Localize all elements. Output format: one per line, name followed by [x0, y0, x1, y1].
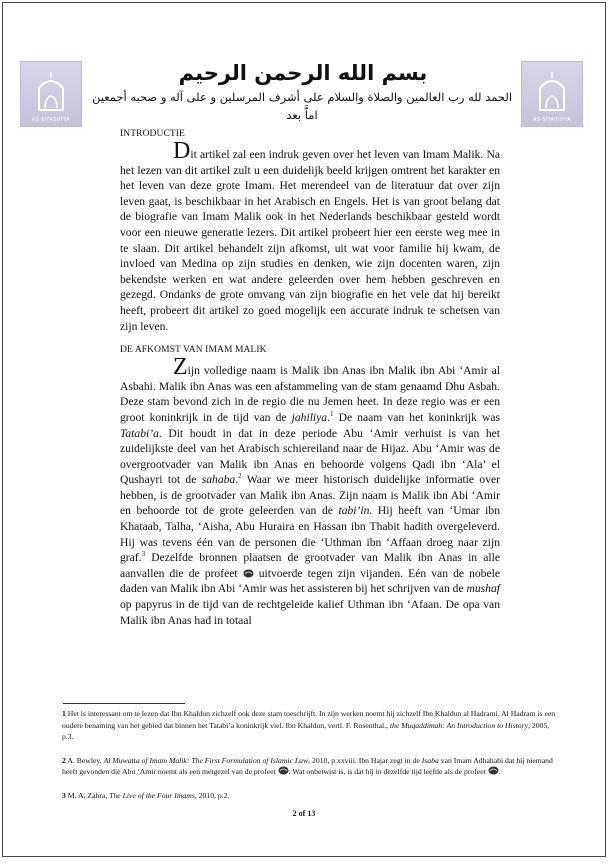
- logo-caption: AS-SIYASIIYYA: [532, 117, 572, 123]
- logo-left: [20, 61, 82, 127]
- footnote-ref[interactable]: 1: [329, 410, 334, 419]
- logo-right: [521, 61, 583, 127]
- dropcap: Z: [173, 354, 188, 381]
- salawat-icon: [278, 766, 289, 775]
- dropcap: D: [173, 138, 191, 164]
- footnote-1: 1 Het is interessant om te lezen dat Ibn Khaldun zichzelf ook deze stam toeschrijft. In zijn werken noemt hij zichzelf Ibn Khaldun al Hadrami. Al Hadram is een oudere benaming van het gebied dat binnen het Tatabi’a koninkrijk viel. Ibn Khaldun, vertl. F. Rosenthal., the Muqaddimah: An Introduction to History, 2005, p.3.: [62, 709, 556, 741]
- footnote-ref[interactable]: 2: [238, 472, 242, 481]
- page-number: 2 of 13: [292, 809, 316, 818]
- footnote-3: 3 M. A. Zahra, The Live of the Four Imams, 2010, p.2.: [62, 790, 230, 800]
- document-page: [2, 2, 606, 857]
- afkomst-paragraph: Zijn volledige naam is Malik ibn Anas ibn Malik ibn Abi ‘Amir al Asbahi. Malik ibn Anas was een afstammeling van de stam genaamd Dhu Asbah. Deze stam bevond zich in de regio die nu Jemen heet. In deze regio was er een groot koninkrijk in de tijd van de jahiliya.$^1$ De naam van het koninkrijk was Tatabi’a. Dit houdt in dat in deze periode Abu ‘Amir verhuist is van het zuidelijkste deel van het Arabisch schiereiland naar de Hijaz. Abu ‘Amir was de overgrootvader van Malik ibn Anas en behoorde volgens Qadi ibn ‘Ala’ el Qushayri tot de sahaba.$^2$ Waar we meer historisch duidelijke informatie over hebben, is de grootvader van Malik ibn Anas. Zijn naam is Malik ibn Abi ‘Amir en behoorde tot de grote geleerden van de tabi’in. Hij heeft van ‘Umar ibn Khataab, Talha, ‘Aisha, Abu Huraira en Hassan ibn Thabit hadith overgeleverd. Hij was tevens één van de personen die ‘Uthman ibn ‘Affaan droeg naar zijn graf.$^3$ Dezelfde bronnen plaatsen de grootvader van Malik ibn Anas in alle aanvallen die de profeet uitvoerde tegen zijn vijanden. Eén van de nobele daden van Malik ibn Abi ‘Amir was het assisteren bij het schrijven van de mushaf op papyrus in de tijd van de rechtgeleide kalief Uthman ibn ‘Afaan. De opa van Malik ibn Anas had in totaal: [120, 354, 501, 627]
- arabic-opening: الحمد لله رب العالمين والصلاة والسلام على أشرف المرسلين و على آله و صحبه أجمعين اماَّ بعد: [91, 90, 513, 122]
- footnote-divider: [63, 703, 185, 704]
- logo-caption: AS-SIYASIIYYA: [31, 117, 71, 123]
- salawat-icon: [488, 766, 499, 775]
- footnote-ref[interactable]: 3: [141, 550, 146, 559]
- section-heading-introductie: INTRODUCTIE: [120, 129, 185, 139]
- salawat-icon: [243, 569, 254, 578]
- section-heading-afkomst: DE AFKOMST VAN IMAM MALIK: [120, 345, 267, 356]
- intro-paragraph: Dit artikel zal een indruk geven over het leven van Imam Malik. Na het lezen van dit artikel zult u een duidelijk beeld krijgen omtrent het karakter en het leven van deze grote Imam. Het merendeel van de literatuur dat over zijn leven gaat, is beschikbaar in het Arabisch en Engels. Het is van groot belang dat de biografie van Imam Malik ook in het Nederlands beschikbaar gesteld wordt voor een nieuwe generatie lezers. Dit artikel probeert hier een eerste weg mee in te slaan. Dit artikel behandelt zijn afkomst, uit wat voor familie hij kwam, de invloed van Medina op zijn studies en denken, wie zijn docenten waren, zijn bekendste werken en wat andere geleerden over hem hebben geschreven en gezegd. Ondanks de grote omvang van zijn biografie en het vele dat hij bereikt heeft, probeert dit artikel zo goed mogelijk een accurate indruk te schetsen van zijn leven.: [120, 138, 501, 333]
- footnote-2: 2 A. Bewley, Al Muwatta of Imam Malik: The First Formulation of Islamic Law, 2010, p.xxviii. Ibn Hajar zegt in de Isaba van Imam Adhahabi dat hij niemand heeft gevonden die Abu ‘Amir noemt als een metgezel van de profeet . Wat onbetwist is, is dat hij in dezelfde tijd leefde als de profeet .: [62, 755, 553, 776]
- footnotes: [62, 708, 562, 813]
- main-content: [120, 129, 500, 628]
- basmala-heading: بسم الله الرحمن الرحيم: [178, 61, 428, 85]
